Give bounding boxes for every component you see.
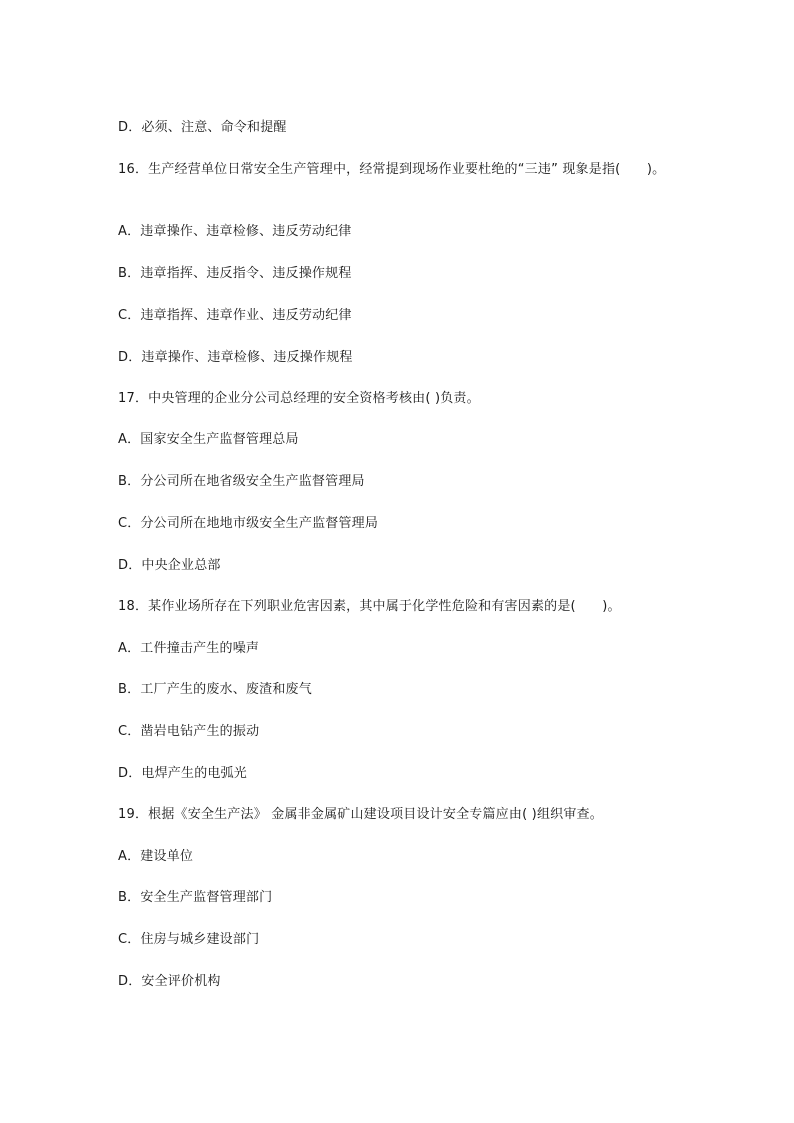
q15-option-d: D．必须、注意、命令和提醒 bbox=[118, 120, 287, 135]
q16-option-c: C．违章指挥、违章作业、违反劳动纪律 bbox=[118, 308, 352, 323]
q19-option-d: D．安全评价机构 bbox=[118, 974, 221, 989]
q19-option-a: A．建设单位 bbox=[118, 849, 194, 864]
q18-option-c: C．凿岩电钻产生的振动 bbox=[118, 724, 260, 739]
q19-question: 19．根据《安全生产法》 金属非金属矿山建设项目设计安全专篇应由( )组织审查。 bbox=[118, 807, 603, 822]
q19-option-b: B．安全生产监督管理部门 bbox=[118, 890, 273, 905]
q17-option-b: B．分公司所在地省级安全生产监督管理局 bbox=[118, 474, 365, 489]
q17-option-c: C．分公司所在地地市级安全生产监督管理局 bbox=[118, 516, 379, 531]
q16-option-a: A．违章操作、违章检修、违反劳动纪律 bbox=[118, 224, 352, 239]
q16-option-b: B．违章指挥、违反指令、违反操作规程 bbox=[118, 266, 352, 281]
q16-option-d: D．违章操作、违章检修、违反操作规程 bbox=[118, 350, 353, 365]
q17-option-a: A．国家安全生产监督管理总局 bbox=[118, 432, 299, 447]
q18-question: 18．某作业场所存在下列职业危害因素，其中属于化学性危险和有害因素的是( )。 bbox=[118, 599, 621, 614]
q19-option-c: C．住房与城乡建设部门 bbox=[118, 932, 260, 947]
q16-question: 16．生产经营单位日常安全生产管理中，经常提到现场作业要杜绝的“三违” 现象是指( )。 bbox=[118, 162, 666, 177]
q18-option-d: D．电焊产生的电弧光 bbox=[118, 766, 248, 781]
q18-option-b: B．工厂产生的废水、废渣和废气 bbox=[118, 682, 312, 697]
q17-question: 17．中央管理的企业分公司总经理的安全资格考核由( )负责。 bbox=[118, 391, 480, 406]
q18-option-a: A．工件撞击产生的噪声 bbox=[118, 641, 260, 656]
q17-option-d: D．中央企业总部 bbox=[118, 558, 221, 573]
